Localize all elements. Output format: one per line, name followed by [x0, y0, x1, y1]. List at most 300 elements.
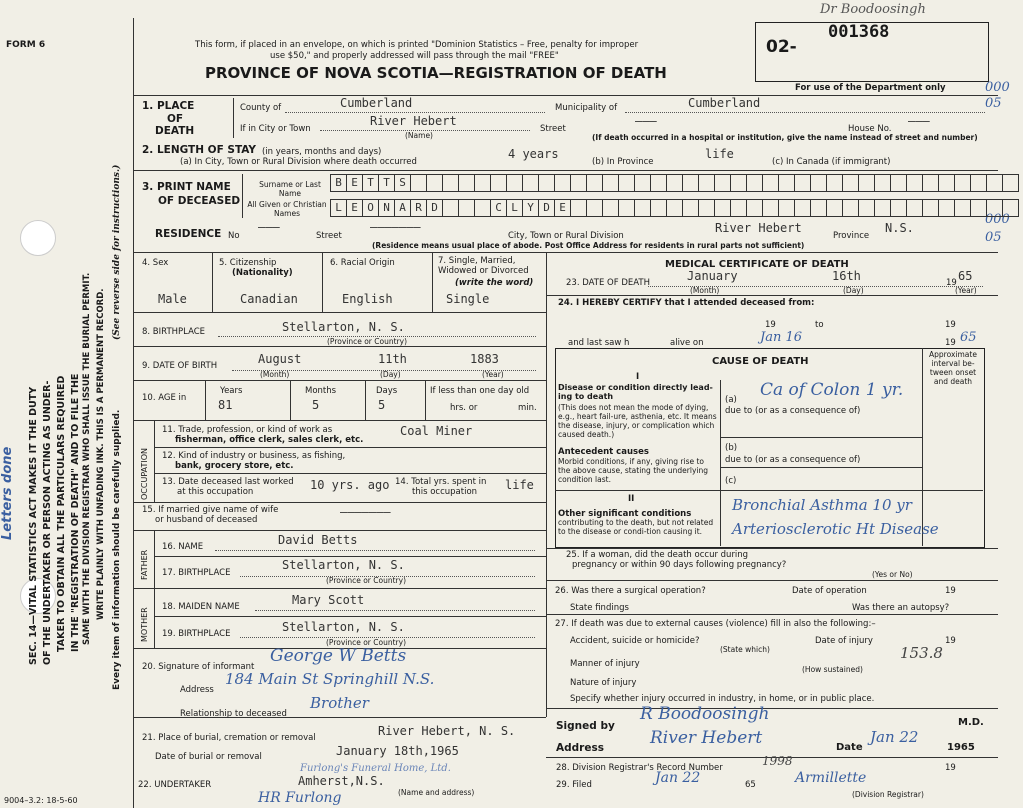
surname-letter-box [890, 174, 907, 192]
municipality-value: Cumberland [688, 96, 761, 110]
father-side-label: FATHER [140, 549, 149, 580]
surname-letter-box: E [346, 174, 363, 192]
md-label: M.D. [958, 717, 984, 728]
q11-label: 11. Trade, profession, or kind of work as [162, 425, 333, 435]
informant-rel-label: Relationship to deceased [180, 709, 287, 719]
funeral-home-stamp: Furlong's Funeral Home, Ltd. [300, 763, 451, 774]
given-letter-box [602, 199, 619, 217]
given-letter-box [586, 199, 603, 217]
q15-sub: or husband of deceased [155, 515, 258, 525]
cause-b-due: due to (or as a consequence of) [725, 455, 861, 465]
specify-label: Specify whether injury occurred in industry, in home, or in public place. [570, 694, 875, 704]
registration-number: 001368 [828, 22, 890, 42]
res-city-value: River Hebert [715, 221, 802, 235]
municipality-line [625, 112, 985, 113]
rule-17 [154, 556, 546, 557]
margin-line2: OF THE UNDERTAKER OR PERSON ACTING AS UNDER- [42, 380, 53, 665]
rule-other [555, 490, 983, 491]
accident-label: Accident, suicide or homicide? [570, 636, 700, 646]
alive-year: 65 [960, 330, 977, 345]
interval-divider [922, 348, 923, 546]
given-letter-box [474, 199, 491, 217]
surname-letter-box [954, 174, 971, 192]
surname-letter-box [778, 174, 795, 192]
other-condition-1: Bronchial Asthma 10 yr [732, 496, 912, 514]
dob-label: 9. DATE OF BIRTH [142, 361, 218, 371]
age-years-label: Years [220, 386, 243, 396]
rule-19 [154, 616, 546, 617]
res-no-label: No [228, 231, 240, 241]
s3-bracket [242, 174, 243, 218]
findings-label: State findings [570, 603, 629, 613]
given-label: All Given or Christian Names [247, 200, 327, 218]
s1-label-2: OF [167, 113, 184, 125]
form-border-left [133, 18, 134, 808]
surname-letter-box [522, 174, 539, 192]
dod-month: January [687, 269, 738, 283]
s1-bracket [233, 98, 234, 138]
residence-note: (Residence means usual place of abode. Post Office Address for residents in rural parts not sufficient) [372, 241, 805, 250]
q12-label: 12. Kind of industry or business, as fishing, [162, 451, 346, 461]
column-divider [546, 252, 547, 717]
registration-prefix: 02- [766, 37, 797, 57]
rule-grid-top [134, 252, 998, 253]
registrar-signature: Armillette [795, 770, 867, 786]
given-letter-box: R [410, 199, 427, 217]
given-letter-box: N [378, 199, 395, 217]
div-4-5 [212, 252, 213, 312]
surname-letter-box [698, 174, 715, 192]
marital-label: 7. Single, Married, Widowed or Divorced [438, 256, 529, 276]
margin-code-3: 000 [985, 212, 1010, 227]
state-which-caption: (State which) [720, 645, 770, 654]
surname-letter-box [762, 174, 779, 192]
classification-code: 153.8 [900, 644, 943, 662]
surname-letter-box [970, 174, 987, 192]
surname-letter-box [410, 174, 427, 192]
given-letter-box: L [330, 199, 347, 217]
disease-label: Disease or condition directly lead-ing to death [558, 383, 713, 401]
given-letter-box: A [394, 199, 411, 217]
rule-11 [134, 420, 546, 421]
given-letter-box: Y [522, 199, 539, 217]
surname-letter-box [682, 174, 699, 192]
surname-letter-box [810, 174, 827, 192]
total-years-value: life [505, 478, 534, 492]
disease-note: (This does not mean the mode of dying, e.g., heart fail-ure, asthenia, etc. It means the disease, injury, or complication which caused death.) [558, 403, 717, 439]
sex-value: Male [158, 292, 187, 306]
less-than-day-label: If less than one day old [430, 386, 530, 396]
given-letter-boxes [330, 199, 1018, 217]
street-value: ——— [635, 114, 657, 128]
surname-letter-box [570, 174, 587, 192]
rule-26 [546, 580, 998, 581]
roman-2: II [628, 494, 635, 504]
antecedent-note: Morbid conditions, if any, giving rise to the above cause, stating the underlying condition last. [558, 457, 708, 484]
q13-sub: at this occupation [177, 487, 254, 497]
s2-b-value: life [705, 147, 734, 161]
race-value: English [342, 292, 393, 306]
given-letter-box [778, 199, 795, 217]
given-letter-box [746, 199, 763, 217]
given-letter-box [794, 199, 811, 217]
cit-label: 5. Citizenship [219, 258, 277, 268]
given-letter-box: D [426, 199, 443, 217]
surname-letter-box [458, 174, 475, 192]
surname-letter-box [634, 174, 651, 192]
cause-title: CAUSE OF DEATH [712, 356, 809, 367]
given-letter-box [730, 199, 747, 217]
occupation-value: Coal Miner [400, 424, 473, 438]
margin-code-2: 05 [985, 96, 1002, 111]
s3-label-1: 3. PRINT NAME [142, 181, 231, 193]
q22-label: 22. UNDERTAKER [138, 780, 212, 790]
q14-label: 14. Total yrs. spent in [395, 477, 487, 487]
injury-19: 19 [945, 636, 956, 646]
q23-label: 23. DATE OF DEATH [566, 278, 650, 288]
age-divider-2 [290, 380, 291, 420]
s2-sub: (in years, months and days) [262, 147, 382, 157]
given-letter-box [458, 199, 475, 217]
given-letter-box [890, 199, 907, 217]
marital-sub: (write the word) [455, 278, 534, 288]
cause-a-label: (a) [725, 395, 737, 405]
surname-letter-box: B [330, 174, 347, 192]
rule-21 [134, 717, 546, 718]
cause-divider [720, 380, 721, 546]
address-label: Address [556, 742, 604, 754]
surname-letter-box: T [378, 174, 395, 192]
informant-address: 184 Main St Springhill N.S. [225, 670, 435, 688]
op-19: 19 [945, 586, 956, 596]
physician-year: 1965 [947, 742, 975, 753]
residence-label: RESIDENCE [155, 228, 222, 240]
q12-sub: bank, grocery store, etc. [175, 461, 294, 471]
date-label: Date [836, 742, 863, 753]
filed-year: 65 [745, 780, 756, 790]
dod-year: 65 [958, 269, 973, 283]
father-bp-caption: (Province or Country) [326, 576, 406, 585]
form-title: PROVINCE OF NOVA SCOTIA—REGISTRATION OF DEATH [205, 64, 667, 82]
cit-sub: (Nationality) [232, 268, 293, 278]
rule-13 [154, 473, 546, 474]
min-label: min. [518, 403, 537, 413]
alive-19: 19 [945, 338, 956, 348]
mother-value: Mary Scott [292, 593, 365, 607]
given-letter-box: E [346, 199, 363, 217]
marital-value: Single [446, 292, 490, 306]
informant-addr-label: Address [180, 685, 214, 695]
margin-handwriting: Letters done [0, 446, 15, 540]
op-date-label: Date of operation [792, 586, 867, 596]
dod-yr-prefix: 19 [946, 278, 957, 288]
res-city-label: City, Town or Rural Division [508, 231, 624, 241]
house-value: ——— [908, 114, 930, 128]
given-letter-box [682, 199, 699, 217]
given-letter-box [650, 199, 667, 217]
given-letter-box: O [362, 199, 379, 217]
given-letter-box [618, 199, 635, 217]
envelope-note-1: This form, if placed in an envelope, on which is printed "Dominion Statistics – Free, penalty for improper [195, 40, 639, 50]
city-value: River Hebert [370, 114, 457, 128]
q24-19a: 19 [765, 320, 776, 330]
given-letter-box [858, 199, 875, 217]
res-prov-label: Province [833, 231, 870, 241]
s1-label-1: 1. PLACE [142, 100, 195, 112]
filed-date: Jan 22 [655, 770, 701, 786]
age-label: 10. AGE in [142, 393, 187, 403]
birthplace-label: 8. BIRTHPLACE [142, 327, 206, 337]
father-line [215, 550, 535, 551]
rule-12 [154, 447, 546, 448]
dob-day-caption: (Day) [380, 370, 401, 379]
rule-cause-c [720, 467, 922, 468]
given-letter-box [810, 199, 827, 217]
surname-letter-box [506, 174, 523, 192]
undertaker-value: Amherst,N.S. [298, 774, 385, 788]
margin-code-1: 000 [985, 80, 1010, 95]
birthplace-value: Stellarton, N. S. [282, 320, 405, 334]
physician-address: River Hebert [650, 728, 763, 748]
other-condition-2: Arteriosclerotic Ht Disease [732, 520, 939, 538]
mother-bp-caption: (Province or Country) [326, 638, 406, 647]
rule-18 [134, 588, 546, 589]
given-letter-box [986, 199, 1003, 217]
rule-25 [546, 548, 998, 549]
surname-letter-box [826, 174, 843, 192]
given-letter-box [442, 199, 459, 217]
surname-letter-box [618, 174, 635, 192]
surname-letter-box [794, 174, 811, 192]
name-caption: (Name) [405, 131, 433, 140]
rule-cause-b [720, 437, 922, 438]
surname-letter-box [842, 174, 859, 192]
surname-letter-box [874, 174, 891, 192]
antecedent-label: Antecedent causes [558, 447, 649, 457]
q29-label: 29. Filed [556, 780, 592, 790]
surname-letter-box [666, 174, 683, 192]
physician-date: Jan 22 [870, 728, 919, 746]
margin-line7: (See reverse side for instructions.) [112, 164, 122, 340]
age-months-value: 5 [312, 398, 320, 412]
surname-letter-box: S [394, 174, 411, 192]
res-prov-value: N.S. [885, 221, 914, 235]
rule-27 [546, 614, 998, 615]
surname-letter-box [442, 174, 459, 192]
dob-day: 11th [378, 352, 407, 366]
q25-label: 25. If a woman, did the death occur during [566, 550, 749, 560]
surname-letter-box [714, 174, 731, 192]
dod-month-caption: (Month) [690, 286, 720, 295]
dob-year: 1883 [470, 352, 499, 366]
given-letter-box: E [554, 199, 571, 217]
spouse-value: ——————— [340, 505, 391, 519]
surname-letter-box [730, 174, 747, 192]
margin-line8: Every item of information should be carefully supplied. [112, 409, 122, 690]
q16-label: 16. NAME [162, 542, 204, 552]
parents-side-divider [154, 530, 155, 648]
alive-on-label: alive on [670, 338, 704, 348]
father-birthplace: Stellarton, N. S. [282, 558, 405, 572]
physician-signature: R Boodoosingh [640, 704, 770, 724]
surname-letter-box [986, 174, 1003, 192]
surname-letter-box [538, 174, 555, 192]
s2-a-value: 4 years [508, 147, 559, 161]
footer-code: 9004–3.2: 18-5-60 [4, 796, 78, 805]
surname-letter-box [426, 174, 443, 192]
rec-19: 19 [945, 763, 956, 773]
given-letter-box [842, 199, 859, 217]
given-letter-box [970, 199, 987, 217]
margin-line3: TAKER TO OBTAIN ALL THE PARTICULARS REQUIRED [56, 375, 67, 652]
q20-label: 20. Signature of informant [142, 662, 255, 672]
q24-label: 24. I HEREBY CERTIFY that I attended deceased from: [558, 298, 815, 308]
q19-label: 19. BIRTHPLACE [162, 629, 231, 639]
informant-relationship: Brother [310, 694, 369, 712]
surname-letter-box [602, 174, 619, 192]
margin-code-4: 05 [985, 230, 1002, 245]
surname-label: Surname or Last Name [259, 180, 321, 198]
record-number: 1998 [762, 754, 793, 768]
q17-label: 17. BIRTHPLACE [162, 568, 231, 578]
division-registrar-caption: (Division Registrar) [852, 790, 924, 799]
roman-1: I [636, 372, 640, 382]
alive-on-value: Jan 16 [760, 330, 803, 345]
age-days-label: Days [376, 386, 398, 396]
rule-signed [546, 708, 998, 709]
given-letter-box [954, 199, 971, 217]
surname-letter-box [938, 174, 955, 192]
municipality-label: Municipality of [555, 103, 618, 113]
burial-date: January 18th,1965 [336, 744, 459, 758]
rule-9 [134, 346, 546, 347]
surname-letter-box [554, 174, 571, 192]
q18-label: 18. MAIDEN NAME [162, 602, 240, 612]
race-label: 6. Racial Origin [330, 258, 395, 268]
q15-label: 15. If married give name of wife [142, 505, 279, 515]
q11-sub: fisherman, office clerk, sales clerk, etc. [175, 435, 364, 445]
q24-19b: 19 [945, 320, 956, 330]
margin-sec14: SEC. 14—VITAL STATISTICS ACT MAKES IT THE DUTY [28, 386, 39, 665]
county-line [285, 112, 545, 113]
given-letter-box [874, 199, 891, 217]
county-value: Cumberland [340, 96, 413, 110]
given-letter-box [714, 199, 731, 217]
injury-date-label: Date of injury [815, 636, 873, 646]
city-label: If in City or Town [240, 124, 311, 134]
father-value: David Betts [278, 533, 358, 547]
given-letter-box [922, 199, 939, 217]
cause-c-label: (c) [725, 476, 737, 486]
handwritten-doctor: Dr Boodoosingh [820, 2, 926, 17]
dob-year-caption: (Year) [482, 370, 504, 379]
rule-10 [134, 380, 546, 381]
other-label: Other significant conditions [558, 509, 692, 519]
res-street-value: ——————— [370, 220, 421, 234]
undertaker-signature: HR Furlong [258, 790, 342, 806]
mother-side-label: MOTHER [140, 607, 149, 642]
surname-letter-boxes [330, 174, 1018, 192]
rule-s3 [134, 170, 998, 171]
surname-letter-box [490, 174, 507, 192]
dob-month: August [258, 352, 302, 366]
surname-letter-box [474, 174, 491, 192]
mother-birthplace: Stellarton, N. S. [282, 620, 405, 634]
s2-c-label: (c) In Canada (if immigrant) [772, 157, 891, 167]
margin-line6: WRITE PLAINLY WITH UNFADING INK. THIS IS A PERMANENT RECORD. [96, 288, 106, 620]
burial-date-label: Date of burial or removal [155, 752, 262, 762]
q24-to: to [815, 320, 824, 330]
given-letter-box [762, 199, 779, 217]
q14-sub: this occupation [412, 487, 478, 497]
given-letter-box [634, 199, 651, 217]
given-letter-box [906, 199, 923, 217]
how-caption: (How sustained) [802, 665, 863, 674]
surname-letter-box [906, 174, 923, 192]
age-divider-1 [205, 380, 206, 420]
hospital-note: (If death occurred in a hospital or institution, give the name instead of street and number) [592, 133, 978, 142]
burial-place: River Hebert, N. S. [378, 724, 516, 738]
surname-letter-box [746, 174, 763, 192]
signed-label: Signed by [556, 720, 615, 732]
dod-day: 16th [832, 269, 861, 283]
div-6-7 [432, 252, 433, 312]
q21-label: 21. Place of burial, cremation or removal [142, 733, 316, 743]
given-letter-box: C [490, 199, 507, 217]
margin-line4: IN THE "REGISTRATION OF DEATH" AND TO FILE THE [70, 373, 81, 652]
cause-a-due: due to (or as a consequence of) [725, 406, 861, 416]
cause-b-label: (b) [725, 443, 738, 453]
given-letter-box [1002, 199, 1019, 217]
birthplace-caption: (Province or Country) [327, 337, 407, 346]
s3-label-2: OF DECEASED [158, 195, 241, 207]
manner-label: Manner of injury [570, 659, 640, 669]
autopsy-label: Was there an autopsy? [852, 603, 950, 613]
given-letter-box [570, 199, 587, 217]
yes-no-caption: (Yes or No) [872, 570, 913, 579]
last-worked-value: 10 yrs. ago [310, 478, 390, 492]
occupation-side-divider [154, 420, 155, 502]
rule-s1 [134, 95, 998, 96]
medical-title: MEDICAL CERTIFICATE OF DEATH [665, 259, 849, 270]
dod-day-caption: (Day) [843, 286, 864, 295]
registration-number-box [755, 22, 989, 82]
rule-15 [134, 502, 546, 503]
undertaker-caption: (Name and address) [398, 788, 475, 797]
q25-sub: pregnancy or within 90 days following pregnancy? [572, 560, 787, 570]
street-label: Street [540, 124, 566, 134]
s2-label: 2. LENGTH OF STAY [142, 144, 257, 156]
rule-16 [134, 530, 546, 531]
cit-value: Canadian [240, 292, 298, 306]
age-divider-4 [425, 380, 426, 420]
sex-label: 4. Sex [142, 258, 169, 268]
s1-label-3: DEATH [155, 125, 195, 137]
rule-24 [546, 295, 998, 296]
rule-8 [134, 312, 546, 313]
surname-letter-box [858, 174, 875, 192]
envelope-note-2: use $50," and properly addressed will pass through the mail "FREE" [270, 51, 559, 61]
surname-letter-box [650, 174, 667, 192]
nature-label: Nature of injury [570, 678, 637, 688]
res-street-label: Street [316, 231, 342, 241]
surname-letter-box: T [362, 174, 379, 192]
q26-label: 26. Was there a surgical operation? [555, 586, 706, 596]
form-id: FORM 6 [6, 40, 46, 50]
punch-hole-top [20, 220, 56, 256]
surname-letter-box [922, 174, 939, 192]
surname-letter-box [586, 174, 603, 192]
